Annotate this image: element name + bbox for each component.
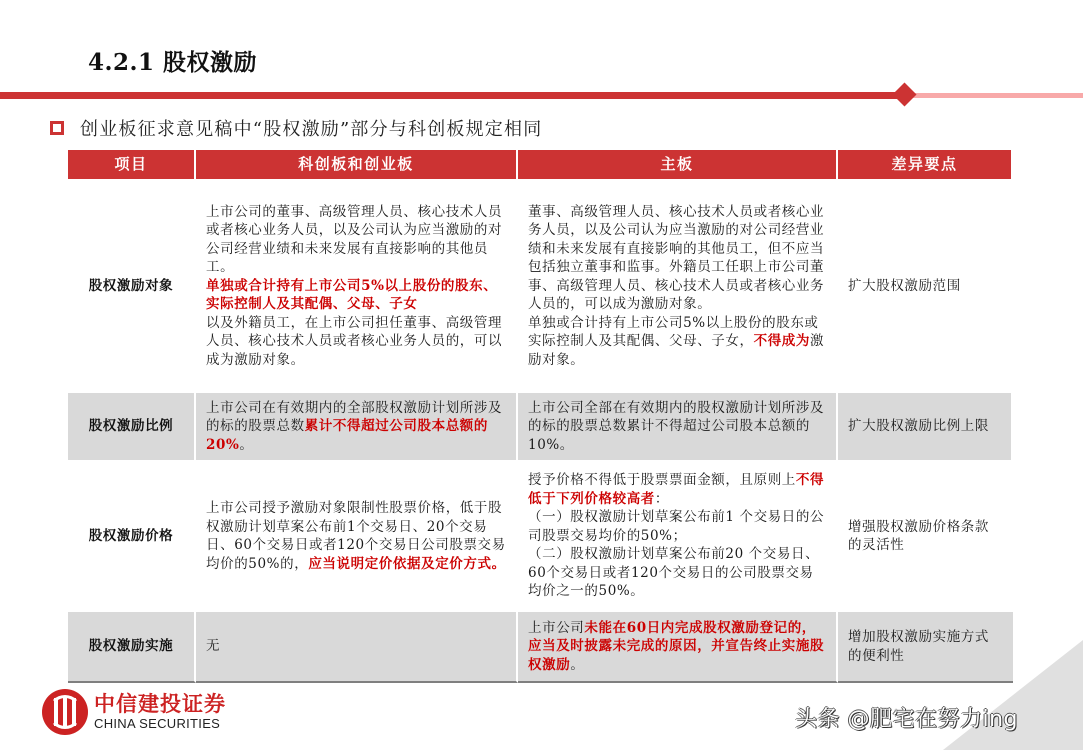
highlight-text: 应当说明定价依据及定价方式。 [308,555,506,572]
text: ： [654,490,670,507]
header-item: 项目 [68,150,196,181]
cell-price-star-chinext [196,462,518,612]
cell-price-main-board [518,462,838,612]
company-logo [42,688,226,736]
header-star-chinext: 科创板和创业板 [196,150,518,181]
text: 。 [570,656,585,673]
text: 授予价格不得低于股票票面金额，且原则上 [528,472,796,489]
text: 。 [239,436,254,453]
cell-price-difference: 增强股权激励价格条款的灵活性 [838,462,1013,612]
text: 上市公司授予激励对象限制性股票价格，低于股权激励计划草案公布前1个交易日、20个交易日、60个交易日或者120个交易日公司股票交易均价的50%的， [206,500,506,572]
cell-implementation-difference: 增加股权激励实施方式的便利性 [838,612,1013,683]
text: （二）股权激励计划草案公布前20 个交易日、60个交易日或者120个交易日的公司股票交易均价之一的50%。 [528,546,820,600]
highlight-text: 累计不得超过公司股本总额的20% [206,418,489,453]
cell-targets-difference: 扩大股权激励范围 [838,181,1013,393]
highlight-text: 不得低于下列价格较高者 [528,472,825,507]
text: 单独或合计持有上市公司5%以上股份的股东或实际控制人及其配偶、父母、子女， [528,314,819,350]
logo-text-en: CHINA SECURITIES [94,716,221,731]
diamond-icon [892,82,916,106]
text: 上市公司全部在有效期内的股权激励计划所涉及的标的股票总数累计不得超过公司股本总额的10%。 [528,399,825,453]
text: 上市公司的董事、高级管理人员、核心技术人员或者核心业务人员，以及公司认为应当激励的对公司经营业绩和未来发展有直接影响的其他员工。 [206,203,503,276]
comparison-table [68,150,1013,683]
text: 上市公司 [528,619,585,636]
citic-logo-icon [42,689,88,735]
text: 以及外籍员工，在上市公司担任董事、高级管理人员、核心技术人员或者核心业务人员的，可以成为激励对象。 [206,314,503,368]
slide-title: 4.2.1 股权激励 [88,49,258,76]
cell-targets-star-chinext [196,181,518,393]
subtitle-text: 创业板征求意见稿中“股权激励”部分与科创板规定相同 [80,119,543,140]
cell-ratio-difference: 扩大股权激励比例上限 [838,393,1013,462]
cell-implementation-star-chinext [196,612,518,683]
cell-targets-main-board [518,181,838,393]
row-label-implementation: 股权激励实施 [68,612,196,683]
text: （一）股权激励计划草案公布前1 个交易日的公司股票交易均价的50%； [528,509,825,544]
highlight-text: 未能在60日内完成股权激励登记的，应当及时披露未完成的原因，并宣告终止实施股权激励 [528,619,825,673]
header-rule-light [905,93,1083,98]
highlight-text: 单独或合计持有上市公司5%以上股份的股东、实际控制人及其配偶、父母、子女 [206,277,498,313]
square-bullet-icon [50,121,64,135]
text: 上市公司在有效期内的全部股权激励计划所涉及的标的股票总数 [206,399,503,435]
logo-text-cn: 中信建投证券 [94,691,226,716]
row-label-ratio: 股权激励比例 [68,393,196,462]
header-main-board: 主板 [518,150,838,181]
text: 董事、高级管理人员、核心技术人员或者核心业务人员，以及公司认为应当激励的对公司经营业绩和未来发展有直接影响的其他员工，但不应当包括独立董事和监事。外籍员工任职上市公司董事、高级管理人员、核心技术人员或者核心业务人员的，可以成为激励对象。 [528,203,825,313]
corner-decoration [943,640,1083,750]
row-label-targets: 股权激励对象 [68,181,196,393]
text: 无 [206,638,221,655]
highlight-text: 不得成为 [753,333,811,350]
header-rule-dark [0,92,900,99]
cell-implementation-main-board [518,612,838,683]
cell-ratio-main-board [518,393,838,462]
row-label-price: 股权激励价格 [68,462,196,612]
cell-ratio-star-chinext [196,393,518,462]
subtitle-bullet [50,115,542,141]
text: 激励对象。 [528,333,825,368]
watermark: 头条 @肥宅在努力ing [795,707,1019,732]
header-difference: 差异要点 [838,150,1013,181]
